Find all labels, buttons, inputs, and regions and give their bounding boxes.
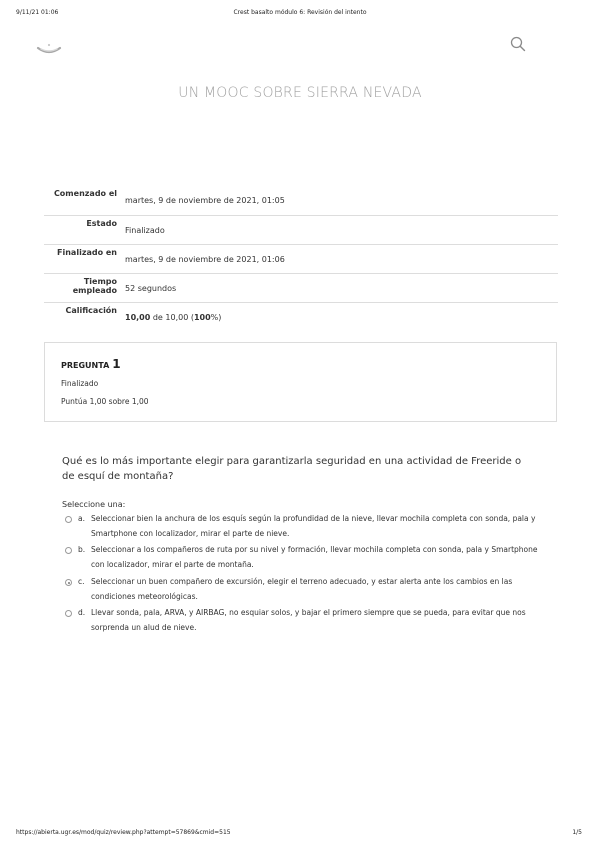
table-row [44, 244, 558, 273]
radio-button-selected[interactable] [65, 579, 72, 586]
table-row [44, 302, 558, 331]
question-text: Qué es lo más importante elegir para garantizarla seguridad en una actividad de Freeride o de esquí de montaña? [62, 456, 522, 482]
answer-letter: d. [78, 608, 86, 617]
answer-letter: a. [78, 514, 85, 523]
print-page-title: Crest basalto módulo 6: Revisión del intento [233, 9, 367, 16]
row-value: martes, 9 de noviembre de 2021, 01:06 [125, 254, 285, 264]
question-number [61, 357, 121, 371]
question-info-box [44, 342, 557, 422]
grade-of: de 10,00 ( [150, 312, 194, 322]
attempt-summary-table [44, 186, 558, 331]
answer-letter: c. [78, 577, 85, 586]
row-value: martes, 9 de noviembre de 2021, 01:05 [125, 196, 285, 205]
answer-text: Llevar sonda, pala, ARVA, y AIRBAG, no esquiar solos, y bajar el primero siempre que se pueda, para evitar que nos sorprenda un alud de nieve. [91, 608, 526, 632]
grade-score: 10,00 [125, 312, 151, 322]
grade-suffix: %) [210, 312, 222, 322]
print-page-number: 1/5 [572, 829, 582, 836]
row-label: Tiempo empleado [72, 276, 117, 295]
print-datetime: 9/11/21 01:06 [16, 9, 59, 16]
course-title: UN MOOC SOBRE SIERRA NEVADA [178, 85, 422, 101]
radio-button[interactable] [65, 610, 72, 617]
question-number-value: 1 [112, 357, 121, 371]
grade-percent: 100 [193, 312, 211, 322]
eye-logo-icon[interactable] [36, 38, 62, 58]
table-row [44, 186, 558, 215]
table-row [44, 215, 558, 244]
row-label: Estado [86, 218, 117, 228]
row-value: Finalizado [125, 225, 165, 235]
search-icon[interactable] [510, 36, 526, 52]
answer-letter: b. [78, 545, 86, 554]
row-value: 52 segundos [125, 283, 177, 293]
row-label: Calificación [65, 305, 117, 315]
grade-value [121, 302, 558, 331]
question-grade: Puntúa 1,00 sobre 1,00 [61, 397, 149, 406]
question-label: PREGUNTA [61, 361, 110, 370]
row-label: Finalizado en [57, 247, 117, 257]
answer-text: Seleccionar a los compañeros de ruta por su nivel y formación, llevar mochila completa con sonda, pala y Smartphone con localizador, mirar el parte de montaña. [91, 545, 538, 569]
radio-button[interactable] [65, 516, 72, 523]
answer-text: Seleccionar bien la anchura de los esquís según la profundidad de la nieve, llevar mochila completa con sonda, pala y Smartphone con localizador, mirar el parte de nieve. [91, 514, 536, 538]
answer-prompt: Seleccione una: [62, 500, 126, 509]
radio-button[interactable] [65, 547, 72, 554]
row-label: Comenzado el [53, 189, 117, 198]
table-row [44, 273, 558, 302]
print-footer-url: https://abierta.ugr.es/mod/quiz/review.php?attempt=57869&cmid=515 [16, 829, 231, 836]
question-state: Finalizado [61, 379, 99, 388]
answer-text: Seleccionar un buen compañero de excursión, elegir el terreno adecuado, y estar alerta ante los cambios en las condiciones meteorológicas. [91, 577, 513, 601]
